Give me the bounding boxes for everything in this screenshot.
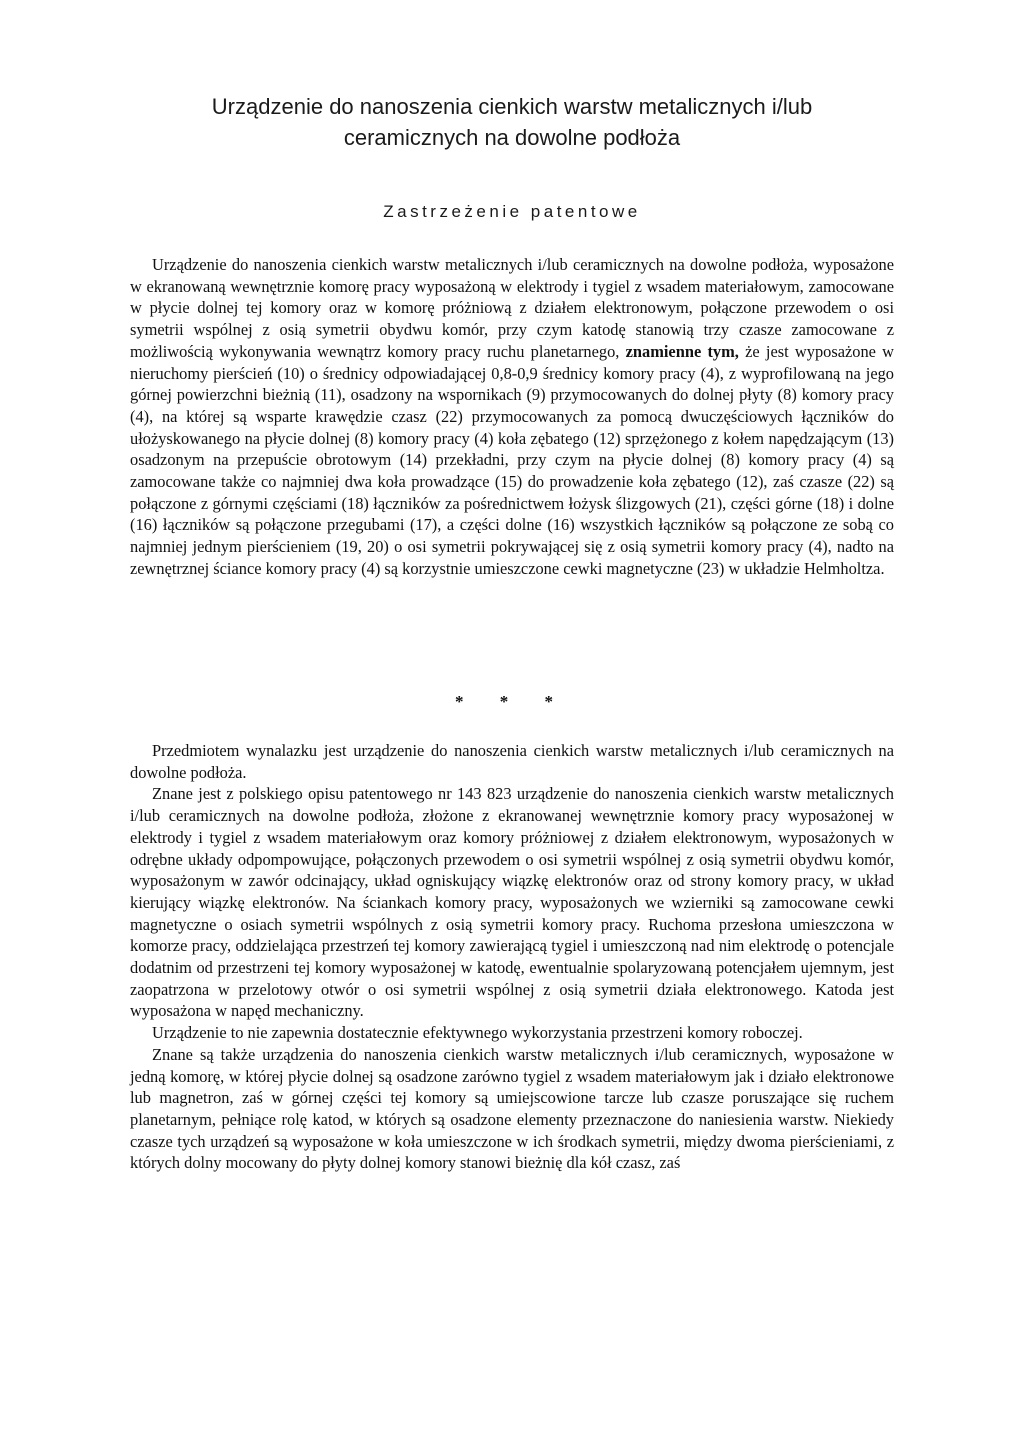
claim-text-continued: że jest wyposażone w nieruchomy pierścień (10) o średnicy odpowiadającej 0,8-0,9 średnicy komory pracy (4), z wyprofilowaną na jego górnej powierzchni bieżnią (11), osadzony na wspornikach (9) przymocowanych do dolnej płyty (8) komory pracy (4), na której są wsparte krawędzie czasz (22) przymocowanych za pomocą dwuczęściowych łączników do ułożyskowanego na płycie dolnej (8) komory pracy (4) koła zębatego (12) sprzężonego z kołem napędzającym (13) osadzonym na przepuście obrotowym (14) przekładni, przy czym na płycie dolnej (8) komory pracy (4) są zamocowane także co najmniej dwa koła prowadzące (15) do prowadzenie koła zębatego (12), zaś czasze (22) są połączone z górnymi częściami (18) łączników za pośrednictwem łożysk ślizgowych (21), części górne (18) i dolne (16) łączników są połączone przegubami (17), a części dolne (16) wszystkich łączników są połączone ze sobą co najmniej jednym pierścieniem (19, 20) o osi symetrii pokrywającej się z osią symetrii komory pracy (4), nadto na zewnętrznej ściance komory pracy (4) są korzystnie umieszczone cewki magnetyczne (23) w układzie Helmholtza. — [130, 341, 895, 578]
claim-heading: Zastrzeżenie patentowe — [383, 202, 641, 221]
title-line-2: ceramicznych na dowolne podłoża — [343, 125, 681, 150]
claim-paragraph — [130, 254, 894, 580]
title-line-1: Urządzenie do nanoszenia cienkich warstw metalicznych i/lub — [211, 94, 813, 119]
claim-text: Urządzenie do nanoszenia cienkich warstw metalicznych i/lub ceramicznych na dowolne podłoża, wyposażone w ekranowaną wewnętrznie komorę pracy wyposażoną w elektrody i tygiel z wsadem materiałowym, zamocowane w płycie dolnej tej komory oraz w komorę próżniową z działem elektronowym, połączone przewodem o osi symetrii wspólnej z osią symetrii obydwu komór, przy czym katodę stanowią trzy czasze zamocowane z możliwością wykonywania wewnątrz komory pracy ruchu planetarnego, — [130, 255, 894, 361]
document-title — [130, 91, 894, 153]
body-paragraph: Znane jest z polskiego opisu patentowego nr 143 823 urządzenie do nanoszenia cienkich warstw metalicznych i/lub ceramicznych na dowolne podłoża, złożone z ekranowanej wewnętrznie komory pracy wyposażonej w elektrody i tygiel z wsadem materiałowym oraz komory próżniowej z działem elektronowym, wyposażonych w odrębne układy odpompowujące, połączonych przewodem o osi symetrii wspólnej z osią symetrii obydwu komór, wyposażonym w zawór odcinający, układ ogniskujący wiązkę elektronów oraz od strony komory pracy, w układ kierujący wiązkę elektronów. Na ściankach komory pracy, wyposażonych we wzierniki są zamocowane cewki magnetyczne o osiach symetrii wspólnych z osią symetrii komory pracy. Ruchoma przesłona umieszczona w komorze pracy, oddzielająca przestrzeń tej komory zawierającą tygiel i umieszczoną nad nim elektrodę o potencjale dodatnim od przestrzeni tej komory wyposażonej w katodę, ewentualnie spolaryzowaną potencjałem ujemnym, jest zaopatrzona w przelotowy otwór o osi symetrii wspólnej z osią symetrii działa elektronowego. Katoda jest wyposażona w napęd mechaniczny. — [130, 784, 894, 1021]
body-paragraph: Urządzenie to nie zapewnia dostatecznie efektywnego wykorzystania przestrzeni komory roboczej. — [152, 1023, 803, 1043]
body-paragraph: Znane są także urządzenia do nanoszenia cienkich warstw metalicznych i/lub ceramicznych, wyposażone w jedną komorę, w której płycie dolnej są osadzone zarówno tygiel z wsadem materiałowym jak i działo elektronowe lub magnetron, zaś w górnej części tej komory są umiejscowione tarcze lub czasze poruszające się ruchem planetarnym, pełniące rolę katod, w których są osadzone elementy przeznaczone do naniesienia warstw. Niekiedy czasze tych urządzeń są wyposażone w koła umieszczone w ich środkach symetrii, między dwoma pierścieniami, z których dolny mocowany do płyty dolnej komory stanowi bieżnię dla kół czasz, zaś — [130, 1044, 894, 1173]
description-body — [130, 740, 894, 1174]
body-paragraph: Przedmiotem wynalazku jest urządzenie do nanoszenia cienkich warstw metalicznych i/lub ceramicznych na dowolne podłoża. — [130, 741, 894, 782]
claim-emphasis: znamienne tym, — [625, 341, 739, 361]
section-separator: * * * — [455, 692, 569, 711]
